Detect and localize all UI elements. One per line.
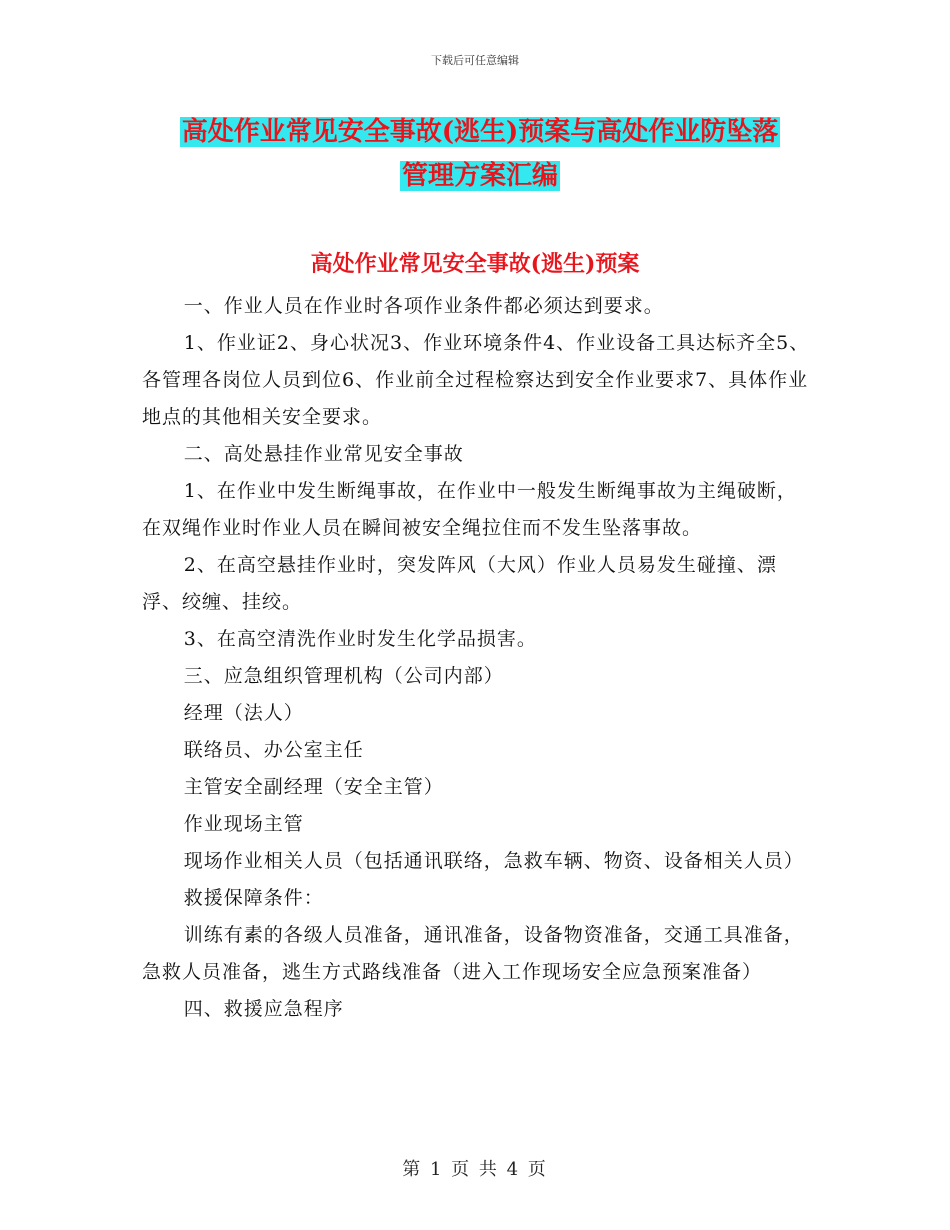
document-body	[142, 288, 812, 1028]
section-title: 高处作业常见安全事故(逃生)预案	[310, 251, 640, 277]
paragraph: 训练有素的各级人员准备，通讯准备，设备物资准备，交通工具准备，急救人员准备，逃生方式路线准备（进入工作现场安全应急预案准备）	[142, 924, 804, 983]
paragraph: 1、在作业中发生断绳事故，在作业中一般发生断绳事故为主绳破断，在双绳作业时作业人员在瞬间被安全绳拉住而不发生坠落事故。	[142, 480, 797, 539]
paragraph: 现场作业相关人员（包括通讯联络，急救车辆、物资、设备相关人员）	[183, 850, 804, 872]
document-title-line-1: 高处作业常见安全事故(逃生)预案与高处作业防坠落	[181, 117, 779, 147]
paragraph: 四、救援应急程序	[183, 998, 344, 1020]
page-footer: 第 1 页 共 4 页	[402, 1159, 548, 1180]
document-title-line-2: 管理方案汇编	[401, 161, 558, 191]
paragraph: 经理（法人）	[183, 702, 304, 724]
paragraph: 一、作业人员在作业时各项作业条件都必须达到要求。	[183, 295, 664, 317]
paragraph: 联络员、办公室主任	[183, 739, 364, 761]
paragraph: 三、应急组织管理机构（公司内部）	[183, 665, 504, 687]
header-note: 下载后可任意编辑	[431, 54, 519, 67]
paragraph: 二、高处悬挂作业常见安全事故	[183, 443, 464, 465]
document-title	[140, 110, 820, 198]
paragraph: 主管安全副经理（安全主管）	[183, 776, 444, 798]
paragraph: 作业现场主管	[183, 813, 304, 835]
paragraph: 1、作业证2、身心状况3、作业环境条件4、作业设备工具达标齐全5、各管理各岗位人员到位6、作业前全过程检察达到安全作业要求7、具体作业地点的其他相关安全要求。	[142, 332, 810, 428]
paragraph: 3、在高空清洗作业时发生化学品损害。	[183, 628, 537, 650]
paragraph: 救援保障条件：	[183, 887, 324, 909]
paragraph: 2、在高空悬挂作业时，突发阵风（大风）作业人员易发生碰撞、漂浮、绞缠、挂绞。	[142, 554, 777, 613]
